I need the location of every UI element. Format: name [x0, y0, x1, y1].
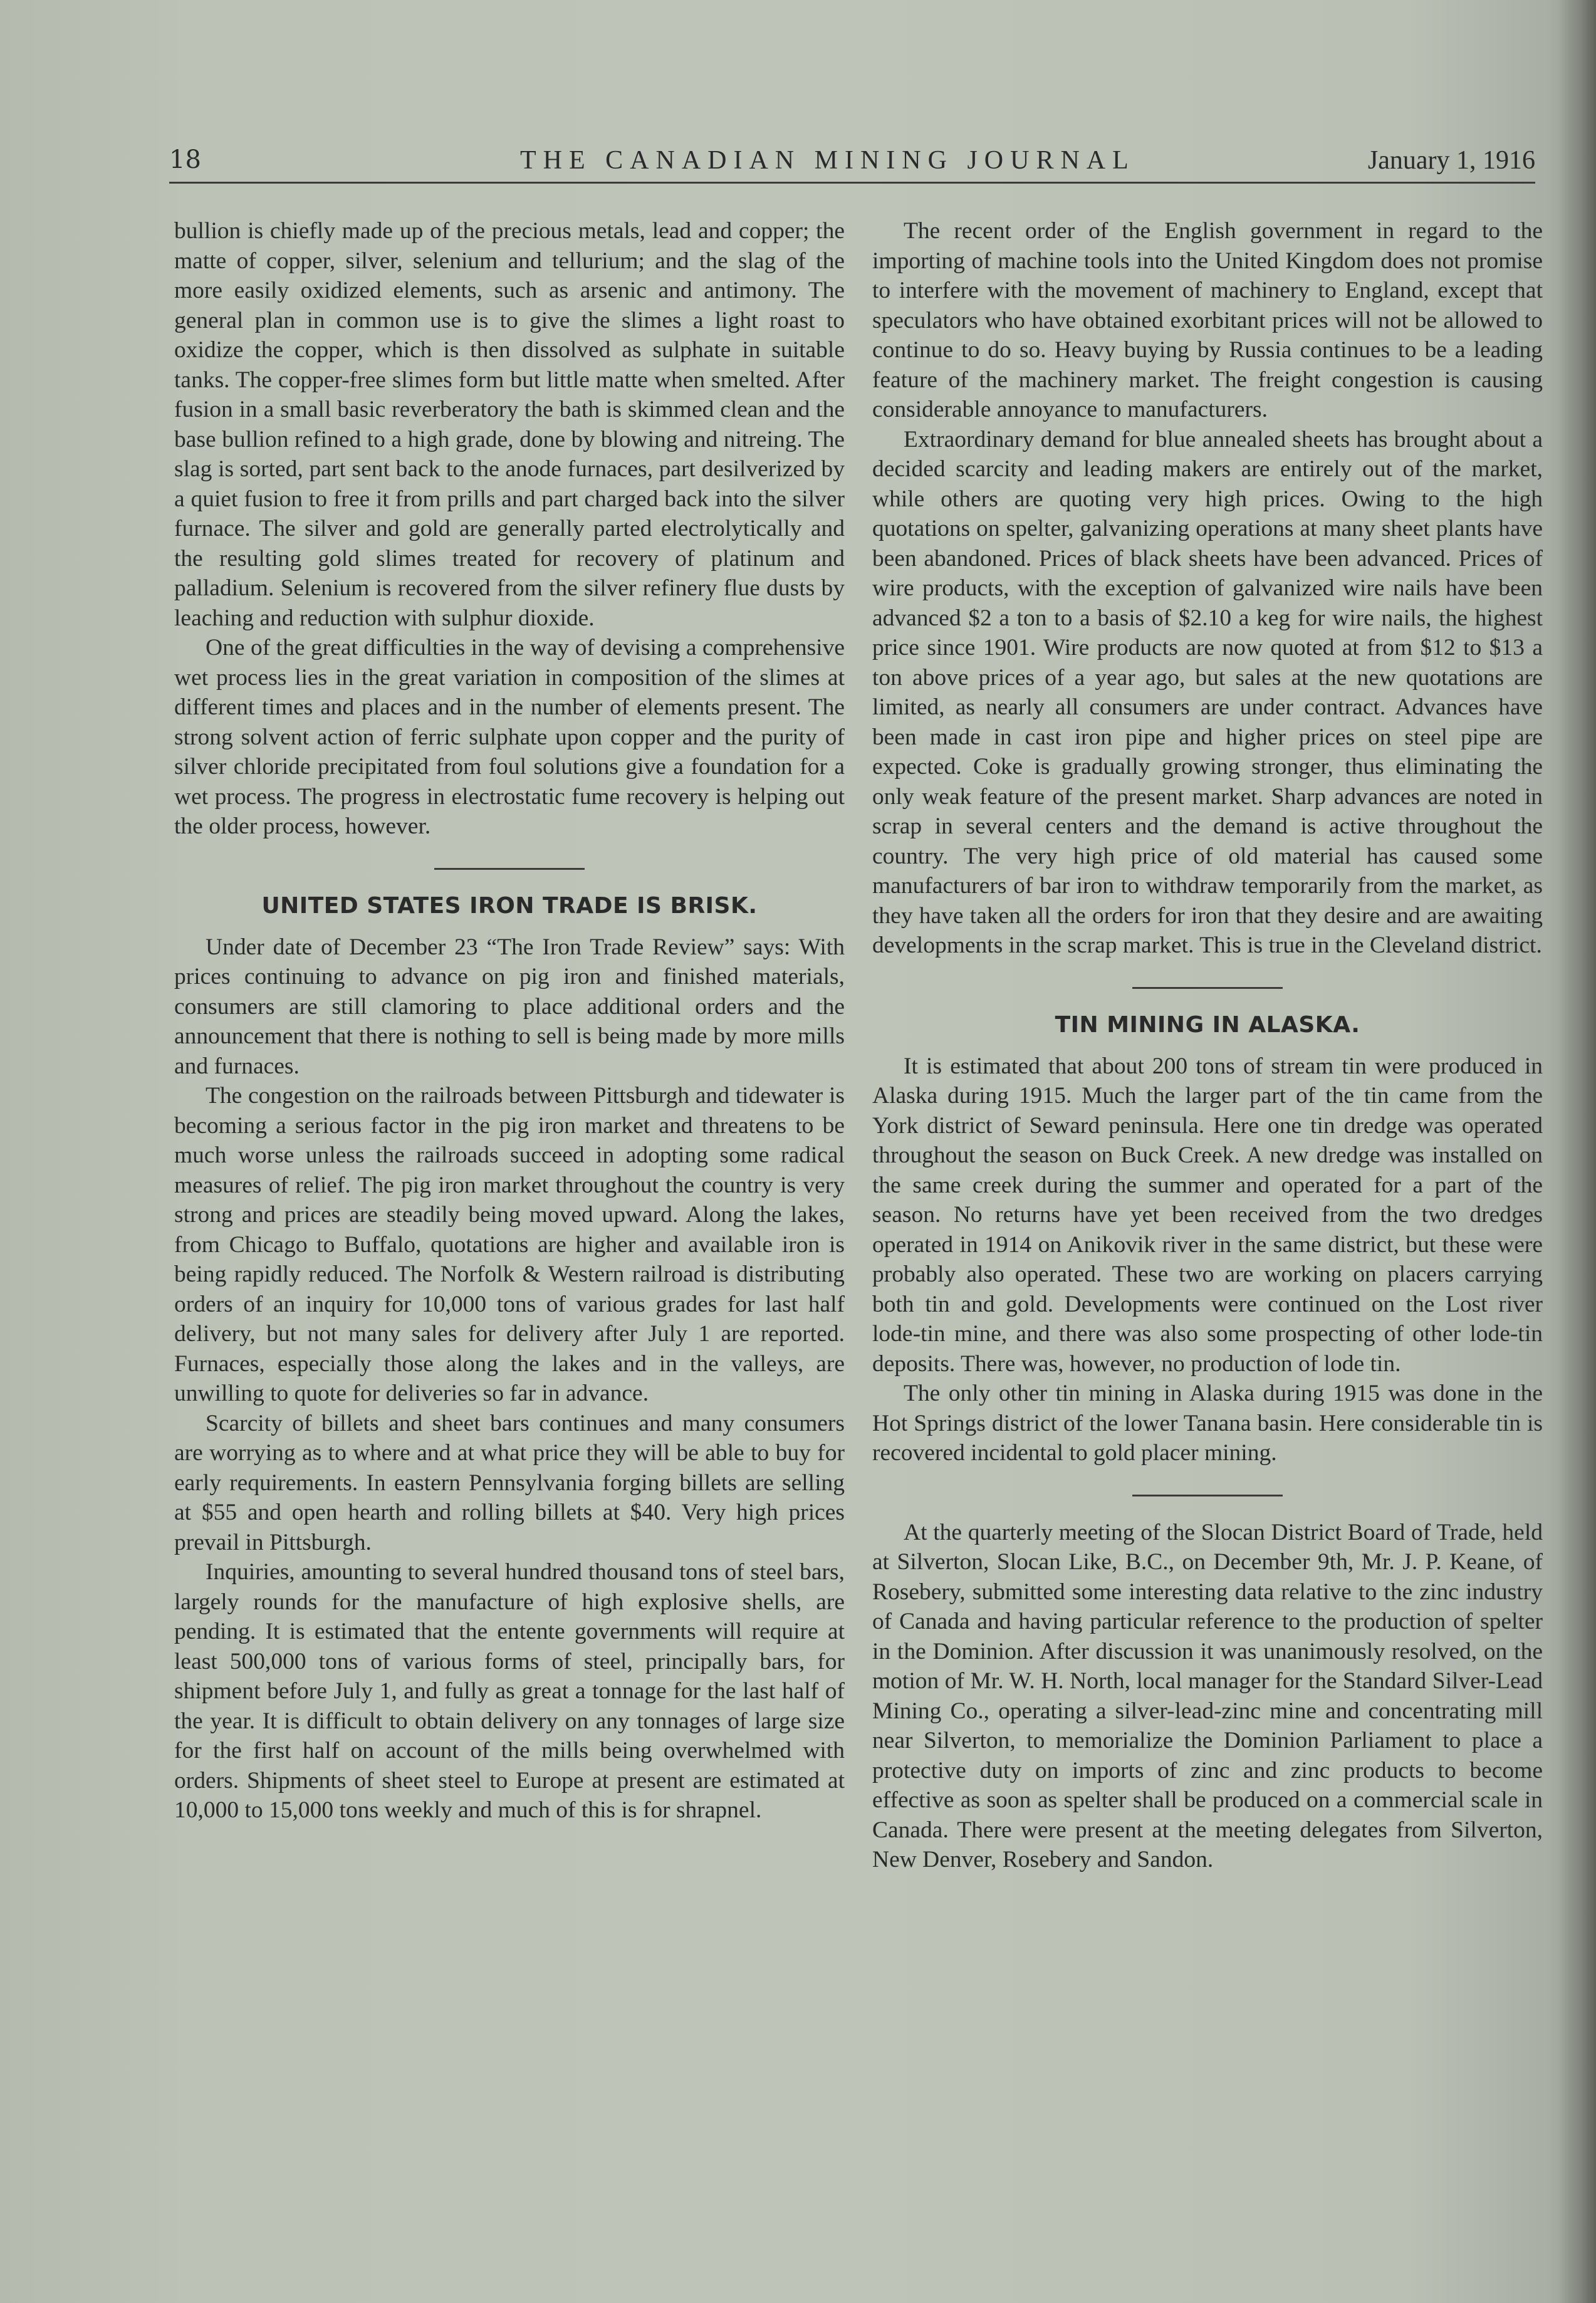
- journal-title: THE CANADIAN MINING JOURNAL: [520, 146, 1135, 175]
- article-paragraph: Scarcity of billets and sheet bars continues and many consumers are worrying as to where and at what price they will be able to buy for early requirements. In eastern Pennsylvania forging billets are selling at $55 and open hearth and rolling billets at $40. Very high prices prevail in Pittsburgh.: [174, 1410, 845, 1555]
- header-rule: [169, 182, 1535, 184]
- article-paragraph: bullion is chiefly made up of the precious metals, lead and copper; the matte of copper, silver, selenium and tellurium; and the slag of the more easily oxidized elements, such as arsenic and antimony. The general plan in common use is to give the slimes a light roast to oxidize the copper, which is then dissolved as sulphate in suitable tanks. The copper-free slimes form but little matte when smelted. After fusion in a small basic reverberatory the bath is skimmed clean and the base bullion refined to a high grade, done by blowing and nitreing. The slag is sorted, part sent back to the anode furnaces, part desilverized by a quiet fusion to free it from prills and part charged back into the silver furnace. The silver and gold are generally parted electrolytically and the resulting gold slimes treated for recovery of platinum and palladium. Selenium is recovered from the silver refinery flue dusts by leaching and reduction with sulphur dioxide.: [174, 218, 845, 631]
- article-paragraph: The recent order of the English government in regard to the importing of machine tools into the United Kingdom does not promise to interfere with the movement of machinery to England, except that speculators who have obtained exorbitant prices will not be allowed to continue to do so. Heavy buying by Russia continues to be a leading feature of the machinery market. The freight congestion is causing considerable annoyance to manufacturers.: [872, 218, 1543, 422]
- right-column: [872, 216, 1543, 1875]
- section-divider: [1132, 987, 1283, 989]
- left-column: [174, 216, 845, 1825]
- article-paragraph: It is estimated that about 200 tons of stream tin were produced in Alaska during 1915. Much the larger part of the tin came from the York district of Seward peninsula. Here one tin dredge was operated throughout the season on Buck Creek. A new dredge was installed on the same creek during the summer and operated for a part of the season. No returns have yet been received from the two dredges operated in 1914 on Anikovik river in the same district, but these were probably also operated. These two are working on placers carrying both tin and gold. Developments were continued on the Lost river lode-tin mine, and there was also some prospecting of other lode-tin deposits. There was, however, no production of lode tin.: [872, 1053, 1543, 1377]
- article-paragraph: One of the great difficulties in the way of devising a comprehensive wet process lies in the great variation in composition of the slimes at different times and places and in the number of elements present. The strong solvent action of ferric sulphate upon copper and the purity of silver chloride precipitated from foul solutions give a foundation for a wet process. The progress in electrostatic fume recovery is helping out the older process, however.: [174, 635, 845, 839]
- article-paragraph: The only other tin mining in Alaska during 1915 was done in the Hot Springs district of the lower Tanana basin. Here considerable tin is recovered incidental to gold placer mining.: [872, 1381, 1543, 1466]
- tin-mining-headline: TIN MINING IN ALASKA.: [1055, 1011, 1360, 1038]
- article-paragraph: At the quarterly meeting of the Slocan District Board of Trade, held at Silverton, Slocan Like, B.C., on December 9th, Mr. J. P. Keane, of Rosebery, submitted some interesting data relative to the zinc industry of Canada and having particular reference to the production of spelter in the Dominion. After discussion it was unanimously resolved, on the motion of Mr. W. H. North, local manager for the Standard Silver-Lead Mining Co., operating a silver-lead-zinc mine and concentrating mill near Silverton, to memorialize the Dominion Parliament to place a protective duty on imports of zinc and zinc products to become effective as soon as spelter shall be produced on a commercial scale in Canada. There were present at the meeting delegates from Silverton, New Denver, Rosebery and Sandon.: [872, 1519, 1543, 1872]
- article-paragraph: Under date of December 23 “The Iron Trade Review” says: With prices continuing to advance on pig iron and finished materials, consumers are still clamoring to place additional orders and the announcement that there is nothing to sell is being made by more mills and furnaces.: [174, 934, 845, 1079]
- page-number: 18: [169, 145, 201, 174]
- section-divider: [434, 868, 585, 870]
- issue-date: January 1, 1916: [1367, 146, 1535, 175]
- article-paragraph: Inquiries, amounting to several hundred thousand tons of steel bars, largely rounds for the manufacture of high explosive shells, are pending. It is estimated that the entente governments will require at least 500,000 tons of various forms of steel, principally bars, for shipment before July 1, and fully as great a tonnage for the last half of the year. It is difficult to obtain delivery on any tonnages of large size for the first half on account of the mills being overwhelmed with orders. Shipments of sheet steel to Europe at present are estimated at 10,000 to 15,000 tons weekly and much of this is for shrapnel.: [174, 1559, 845, 1823]
- running-header: [169, 145, 1535, 183]
- article-paragraph: Extraordinary demand for blue annealed sheets has brought about a decided scarcity and leading makers are entirely out of the market, while others are quoting very high prices. Owing to the high quotations on spelter, galvanizing operations at many sheet plants have been abandoned. Prices of black sheets have been advanced. Prices of wire products, with the exception of galvanized wire nails have been advanced $2 a ton to a basis of $2.10 a keg for wire nails, the highest price since 1901. Wire products are now quoted at from $12 to $13 a ton above prices of a year ago, but sales at the new quotations are limited, as nearly all consumers are under contract. Advances have been made in cast iron pipe and higher prices on steel pipe are expected. Coke is gradually growing stronger, thus eliminating the only weak feature of the present market. Sharp advances are noted in scrap in several centers and the demand is active throughout the country. The very high price of old material has caused some manufacturers of bar iron to withdraw temporarily from the market, as they have taken all the orders for iron that they desire and are awaiting developments in the scrap market. This is true in the Cleveland district.: [872, 426, 1543, 958]
- article-paragraph: The congestion on the railroads between Pittsburgh and tidewater is becoming a serious factor in the pig iron market and threatens to be much worse unless the railroads succeed in adopting some radical measures of relief. The pig iron market throughout the country is very strong and prices are steadily being moved upward. Along the lakes, from Chicago to Buffalo, quotations are higher and available iron is being rapidly reduced. The Norfolk & Western railroad is distributing orders of an inquiry for 10,000 tons of various grades for last half delivery, but not many sales for delivery after July 1 are reported. Furnaces, especially those along the lakes and in the valleys, are unwilling to quote for deliveries so far in advance.: [174, 1083, 845, 1406]
- iron-trade-headline: UNITED STATES IRON TRADE IS BRISK.: [261, 892, 758, 919]
- page-edge-shadow: [1558, 0, 1596, 2303]
- section-divider: [1132, 1495, 1283, 1496]
